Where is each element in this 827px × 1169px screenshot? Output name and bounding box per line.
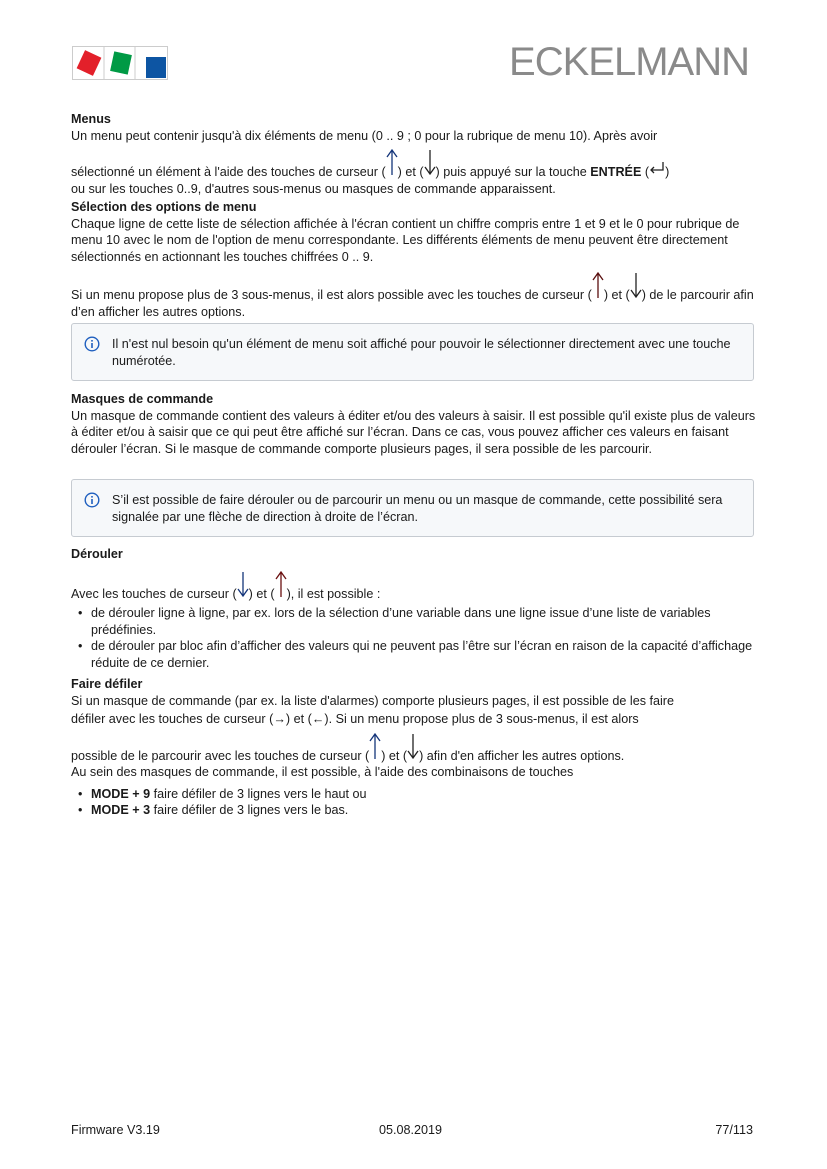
enter-icon <box>649 162 665 176</box>
list-item: • MODE + 9 faire défiler de 3 lignes vers le haut ou <box>91 786 761 803</box>
arrow-down-icon <box>424 162 436 176</box>
brand-name: ECKELMANN <box>509 40 749 84</box>
eckelmann-logo <box>72 46 168 80</box>
arrow-right-icon: → <box>273 712 286 726</box>
bullet-list <box>71 786 761 819</box>
section-selection <box>71 199 761 320</box>
heading: Sélection des options de menu <box>71 200 257 214</box>
paragraph: Si un masque de commande (par ex. la liste d'alarmes) comporte plusieurs pages, il est possible de les faire <box>71 693 674 708</box>
paragraph: Un menu peut contenir jusqu'à dix éléments de menu (0 .. 9 ; 0 pour la rubrique de menu 10). Après avoir <box>71 128 658 143</box>
list-item: • MODE + 3 faire défiler de 3 lignes vers le bas. <box>91 802 761 819</box>
section-derouler <box>71 546 761 671</box>
list-item: • de dérouler ligne à ligne, par ex. lors de la sélection d’une variable dans une ligne issue d’une liste de variables prédéfinies. <box>91 605 761 638</box>
arrow-up-icon <box>592 285 604 299</box>
section-defiler <box>71 676 761 819</box>
info-text: S’il est possible de faire dérouler ou de parcourir un menu ou un masque de commande, cette possibilité sera signalée par une flèche de direction à droite de l’écran. <box>112 493 723 524</box>
arrow-down-icon <box>630 285 642 299</box>
footer-date: 05.08.2019 <box>379 1123 443 1137</box>
section-masques <box>71 391 761 457</box>
heading: Dérouler <box>71 547 123 561</box>
paragraph: ou sur les touches 0..9, d'autres sous-menus ou masques de commande apparaissent. <box>71 181 556 196</box>
list-item: • de dérouler par bloc afin d’afficher des valeurs qui ne peuvent pas l’être sur l’écran en raison de la capacité d’affichage réduite de ce dernier. <box>91 638 761 671</box>
heading: Masques de commande <box>71 392 214 406</box>
paragraph: Si un menu propose plus de 3 sous-menus, il est alors possible avec les touches de curseur ( ) et ( ) de le parcourir afin d’en afficher les autres options. <box>71 285 761 320</box>
info-text: Il n'est nul besoin qu'un élément de menu soit affiché pour pouvoir le sélectionner directement avec une touche numérotée. <box>112 337 731 368</box>
arrow-up-icon <box>369 746 381 760</box>
info-icon <box>84 336 100 352</box>
heading: Menus <box>71 112 111 126</box>
paragraph: Un masque de commande contient des valeurs à éditer et/ou des valeurs à saisir. Il est possible qu'il existe plus de valeurs à éditer et/ou à saisir que ce qui peut être affiché sur l’écran. Dans ce cas, vous pouvez afficher ces valeurs en faisant dérouler l’écran. Si le masque de commande comporte plusieurs pages, il sera possible de les parcourir. <box>71 408 756 456</box>
arrow-left-icon: ← <box>311 712 325 726</box>
info-box <box>71 479 754 537</box>
paragraph: Au sein des masques de commande, il est possible, à l'aide des combinaisons de touches <box>71 765 574 779</box>
info-box <box>71 323 754 381</box>
footer-page-number: 77/113 <box>715 1123 753 1137</box>
paragraph: possible de le parcourir avec les touches de curseur ( ) et ( ) afin d'en afficher les autres options. <box>71 746 761 765</box>
arrow-down-icon <box>237 584 249 598</box>
info-icon <box>84 492 100 508</box>
paragraph: défiler avec les touches de curseur (→) et (←). Si un menu propose plus de 3 sous-menus, il est alors <box>71 712 639 726</box>
arrow-up-icon <box>386 162 398 176</box>
section-menus <box>71 111 761 197</box>
paragraph: Avec les touches de curseur ( ) et ( ), il est possible : <box>71 584 761 603</box>
arrow-up-icon <box>275 584 287 598</box>
bullet-list <box>71 605 761 671</box>
paragraph: sélectionné un élément à l'aide des touches de curseur ( ) et ( ) puis appuyé sur la touche ENTRÉE ( ) <box>71 162 761 181</box>
arrow-down-icon <box>407 746 419 760</box>
paragraph: Chaque ligne de cette liste de sélection affichée à l'écran contient un chiffre compris entre 1 et 9 et le 0 pour rubrique de menu 10 avec le nom de l'option de menu correspondante. Les différents éléments de menu peuvent être directement sélectionnés en actionnant les touches chiffrées 0 .. 9. <box>71 216 740 264</box>
footer-firmware: Firmware V3.19 <box>71 1123 160 1137</box>
heading: Faire défiler <box>71 677 143 691</box>
